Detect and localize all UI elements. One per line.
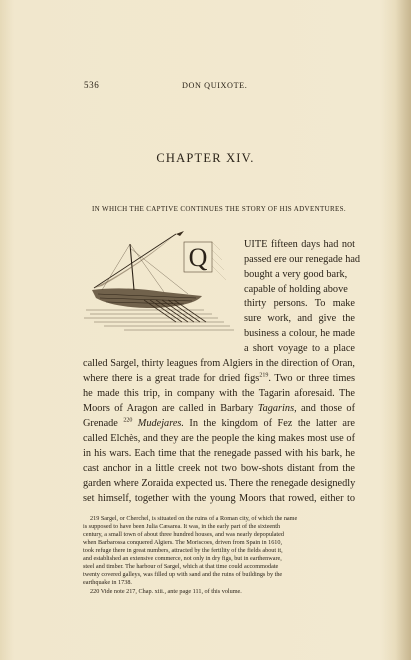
- footnote-line: 219 Sargel, or Cherchel, is situated on the ruins of a Roman city, of which the name: [90, 515, 298, 522]
- body-text-segment: In the kingdom of Fez the latter are: [183, 418, 355, 429]
- page-number: 536: [84, 80, 100, 90]
- italic-term-mudejares: Mudejares.: [137, 418, 184, 429]
- footnote-line: when Barbarossa conquered Algiers. The Moriscoes, driven from Spain in 1610,: [83, 539, 283, 546]
- footnote-line: earthquake in 1738.: [83, 579, 132, 586]
- body-line: business a colour, he made: [244, 328, 355, 339]
- footnote-line: 220 Vide note 217, Chap. xiii., ante page 111, of this volume.: [90, 588, 242, 595]
- body-line: thirty persons. To make: [244, 298, 355, 309]
- footnote-line: took refuge there in great numbers, attracted by the fertility of the fields about it,: [83, 547, 283, 554]
- body-line: he made this trip, in company with the Tagarin aforesaid. The: [83, 388, 355, 399]
- footnote-line: steel and timber. The harbour of Sargel, which at that time could accommodate: [83, 563, 279, 570]
- body-line: sure work, and give the: [244, 313, 355, 324]
- body-line: in his wars. Each time that the renegade passed with his bark, he: [83, 448, 355, 459]
- body-text-segment: and those of: [296, 403, 356, 414]
- body-line: bought a very good bark,: [244, 269, 348, 280]
- body-line: set himself, together with the young Moors that rowed, either to: [83, 493, 355, 504]
- body-line: [83, 417, 355, 432]
- footnote-line: twenty covered galleys, was filled up with sand and the ruins of buildings by the: [83, 571, 283, 578]
- body-line: [83, 372, 355, 387]
- body-line: UITE fifteen days had not: [244, 239, 355, 250]
- page-edge-shadow: [395, 0, 411, 660]
- body-text-segment: Grenade: [83, 418, 118, 429]
- body-line: [83, 402, 355, 417]
- ship-engraving-illustration: [84, 228, 244, 336]
- footnote-line: is supposed to have been Julia Cæsarea. It was, in the early part of the sixteenth: [83, 523, 281, 530]
- body-line: passed ere our renegade had: [244, 254, 361, 265]
- footnote-ref-219: 219: [259, 372, 269, 379]
- italic-term-tagarins: Tagarins,: [257, 403, 297, 414]
- body-line: called Sargel, thirty leagues from Algiers in the direction of Oran,: [83, 358, 355, 369]
- body-line: a short voyage to a place: [244, 343, 355, 354]
- body-line: garden where Zoraida expected us. There the renegade designedly: [83, 478, 356, 489]
- drop-cap-q: Q: [188, 243, 208, 272]
- footnote-ref-220: 220: [123, 417, 133, 424]
- footnote-line: and established an extensive commerce, not only in dry figs, but in earthenware,: [83, 555, 282, 562]
- footnote-line: century, a small town of about three hundred houses, and was nearly depopulated: [83, 531, 284, 538]
- running-title: DON QUIXOTE.: [182, 81, 248, 90]
- body-text-segment: . Two or three times: [268, 373, 356, 384]
- ship-engraving-svg: [84, 228, 244, 336]
- body-line: capable of holding above: [244, 284, 348, 295]
- body-line: called Elchès, and they are the people the king makes most use of: [83, 433, 355, 444]
- chapter-subtitle: IN WHICH THE CAPTIVE CONTINUES THE STORY OF HIS ADVENTURES.: [92, 205, 346, 213]
- body-text-segment: Moors of Aragon are called in Barbary: [83, 403, 254, 414]
- body-line: cast anchor in a little creek not two bow-shots distant from the: [83, 463, 355, 474]
- body-text-segment: where there is a great trade for dried figs: [83, 373, 260, 384]
- chapter-title: CHAPTER XIV.: [156, 151, 255, 165]
